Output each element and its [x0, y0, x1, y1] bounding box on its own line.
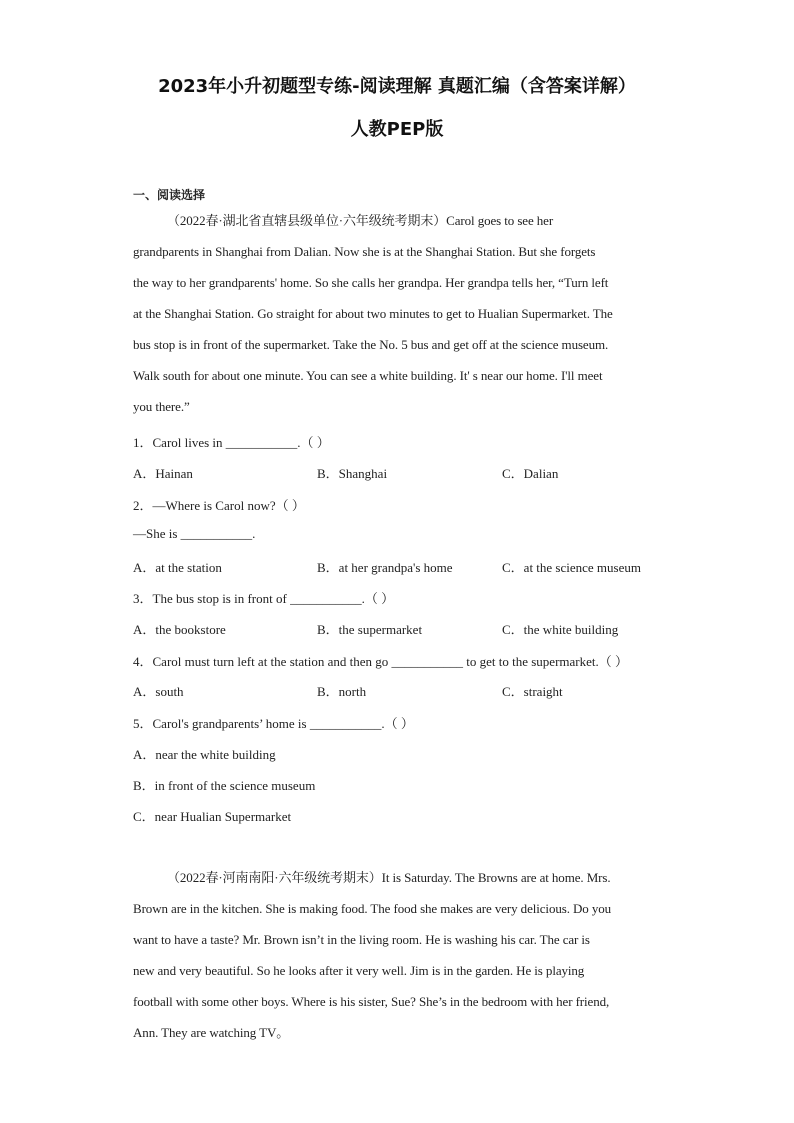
option-a[interactable]: A．Hainan	[133, 466, 193, 481]
option-a[interactable]: A．the bookstore	[133, 622, 226, 637]
question-3-options	[0, 619, 794, 639]
passage-1	[133, 205, 663, 422]
option-a[interactable]: A．south	[133, 684, 184, 699]
passage-line: （2022春·河南南阳·六年级统考期末）It is Saturday. The Browns are at home. Mrs.	[167, 870, 611, 885]
question-1-options	[0, 463, 794, 483]
option-c[interactable]: C．the white building	[502, 622, 619, 637]
option-b[interactable]: B．in front of the science museum	[133, 778, 316, 793]
passage-line: the way to her grandparents' home. So she calls her grandpa. Her grandpa tells her, “Turn left	[133, 275, 609, 290]
option-c[interactable]: C．at the science museum	[502, 560, 641, 575]
passage-line: football with some other boys. Where is his sister, Sue? She’s in the bedroom with her friend,	[133, 994, 610, 1009]
question-5-stem: 5．Carol's grandparents’ home is ___________.（ ）	[133, 716, 414, 731]
passage-line: want to have a taste? Mr. Brown isn’t in the living room. He is washing his car. The car is	[133, 932, 590, 947]
option-c[interactable]: C．near Hualian Supermarket	[133, 809, 292, 824]
question-4-stem: 4．Carol must turn left at the station and then go ___________ to get to the supermarket.（ ）	[133, 654, 628, 669]
option-b[interactable]: B．north	[317, 684, 367, 699]
question-2-stem-answer: —She is ___________.	[133, 526, 256, 541]
passage-line: new and very beautiful. So he looks after it very well. Jim is in the garden. He is playing	[133, 963, 585, 978]
option-c[interactable]: C．straight	[502, 684, 563, 699]
passage-line: Brown are in the kitchen. She is making food. The food she makes are very delicious. Do you	[133, 901, 612, 916]
document-title: 2023年小升初题型专练-阅读理解 真题汇编（含答案详解）	[158, 76, 636, 97]
passage-line: Ann. They are watching TV。	[133, 1025, 290, 1040]
option-b[interactable]: B．the supermarket	[317, 622, 423, 637]
passage-line: you there.”	[133, 399, 190, 414]
question-2-options	[0, 557, 794, 577]
option-a[interactable]: A．at the station	[133, 560, 222, 575]
question-3-stem: 3．The bus stop is in front of ___________.（ ）	[133, 591, 395, 606]
passage-line: at the Shanghai Station. Go straight for about two minutes to get to Hualian Supermarket. The	[133, 306, 613, 321]
question-4-options	[0, 681, 794, 701]
passage-line: （2022春·湖北省直辖县级单位·六年级统考期末）Carol goes to see her	[167, 213, 554, 228]
document-subtitle: 人教PEP版	[350, 119, 444, 140]
option-c[interactable]: C．Dalian	[502, 466, 559, 481]
passage-line: Walk south for about one minute. You can see a white building. It' s near our home. I'll meet	[133, 368, 603, 383]
question-1-stem: 1．Carol lives in ___________.（ ）	[133, 435, 330, 450]
question-2-stem: 2．—Where is Carol now?（ ）	[133, 498, 305, 513]
option-a[interactable]: A．near the white building	[133, 747, 276, 762]
option-b[interactable]: B．at her grandpa's home	[317, 560, 453, 575]
passage-line: bus stop is in front of the supermarket. Take the No. 5 bus and get off at the science museum.	[133, 337, 609, 352]
passage-2	[133, 862, 663, 1048]
section-heading: 一、阅读选择	[133, 188, 206, 202]
option-b[interactable]: B．Shanghai	[317, 466, 388, 481]
passage-line: grandparents in Shanghai from Dalian. Now she is at the Shanghai Station. But she forgets	[133, 244, 596, 259]
